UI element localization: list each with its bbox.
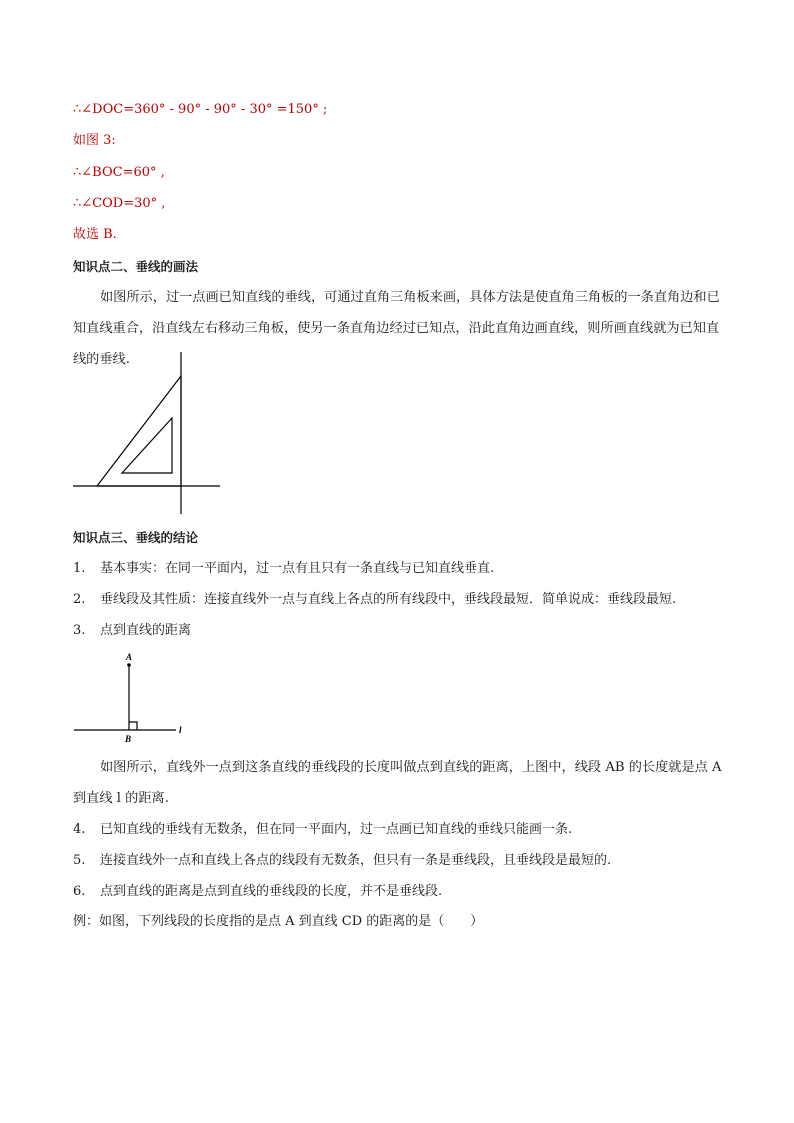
item-number: 6. (73, 884, 86, 899)
point-a (127, 663, 131, 667)
item-number: 4. (73, 822, 86, 837)
section3-heading: 知识点三、垂线的结论 (73, 530, 199, 545)
conclusion-item-6 (73, 883, 442, 901)
point-line-distance-diagram (70, 650, 190, 746)
conclusion-item-2 (73, 591, 676, 609)
item-text: 连接直线外一点和直线上各点的线段有无数条，但只有一条是垂线段，且垂线段是最短的. (100, 853, 612, 868)
right-angle-mark (129, 722, 137, 730)
label-a: A (126, 652, 133, 662)
item-text: 基本事实：在同一平面内，过一点有且只有一条直线与已知直线垂直. (100, 561, 495, 576)
solution-line-4: ∴∠COD=30° , (73, 196, 166, 211)
section2-heading: 知识点二、垂线的画法 (73, 259, 199, 274)
conclusion-item-5 (73, 852, 611, 870)
item-number: 1. (73, 561, 86, 576)
conclusion-item-1 (73, 560, 494, 578)
item-text: 已知直线的垂线有无数条，但在同一平面内，过一点画已知直线的垂线只能画一条. (100, 822, 573, 837)
solution-line-3: ∴∠BOC=60° , (73, 165, 165, 180)
label-l: l (179, 725, 182, 735)
triangle-outer (97, 376, 181, 486)
item-text: 点到直线的距离 (100, 623, 192, 638)
item-number: 3. (73, 623, 86, 638)
item-text: 点到直线的距离是点到直线的垂线段的长度，并不是垂线段. (100, 884, 443, 899)
solution-line-2: 如图 3: (73, 133, 116, 148)
triangle-ruler-diagram (70, 350, 222, 516)
conclusion-item-4 (73, 821, 572, 839)
label-b: B (125, 734, 132, 744)
item-number: 2. (73, 592, 86, 607)
solution-answer: 故选 B. (73, 227, 117, 242)
conclusion-item-3 (73, 622, 191, 640)
section3-paragraph: 如图所示，直线外一点到这条直线的垂线段的长度叫做点到直线的距离，上图中，线段 AB 的长度就是点 A 到直线 l 的距离. (73, 760, 722, 806)
solution-line-1: ∴∠DOC=360° - 90° - 90° - 30° =150° ; (73, 102, 328, 117)
item-text: 垂线段及其性质：连接直线外一点与直线上各点的所有线段中，垂线段最短．简单说成：垂线段最短. (100, 592, 677, 607)
section2-paragraph: 如图所示，过一点画已知直线的垂线，可通过直角三角板来画，具体方法是使直角三角板的一条直角边和已知直线重合，沿直线左右移动三角板，使另一条直角边经过已知点，沿此直角边画直线，则所画直线就为已知直线的垂线. (73, 290, 720, 367)
triangle-inner (122, 418, 172, 473)
item-number: 5. (73, 853, 86, 868)
example-question: 例：如图，下列线段的长度指的是点 A 到直线 CD 的距离的是（ ） (73, 914, 484, 929)
